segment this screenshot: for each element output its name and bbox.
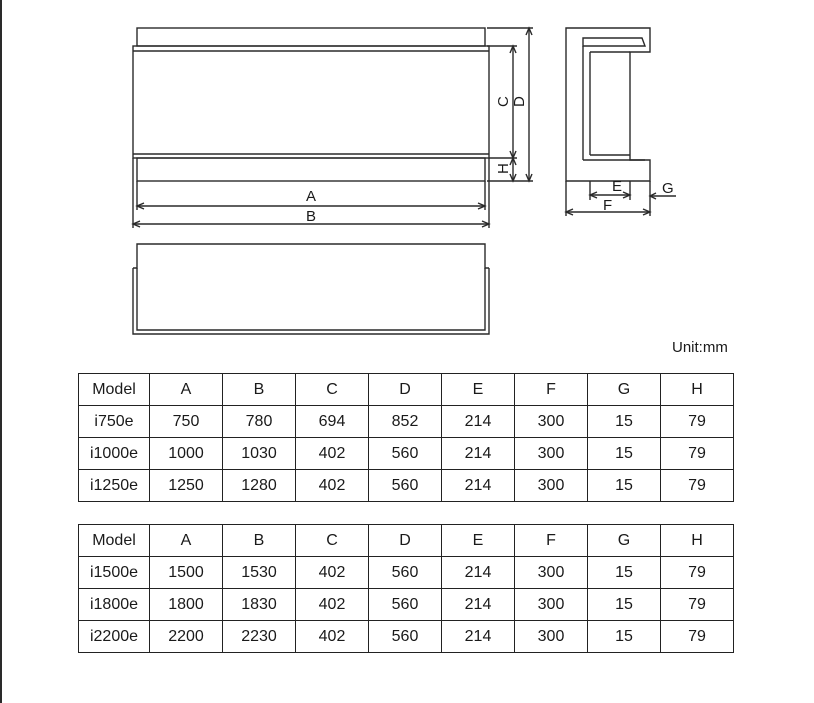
front-view bbox=[133, 28, 489, 181]
header-cell: C bbox=[296, 525, 369, 557]
table-row bbox=[79, 438, 734, 470]
header-cell: A bbox=[150, 374, 223, 406]
table-cell: 402 bbox=[296, 470, 369, 502]
dim-label-f: F bbox=[603, 197, 613, 214]
table-cell: 79 bbox=[661, 557, 734, 589]
model-cell: i1500e bbox=[79, 557, 150, 589]
table-row bbox=[79, 557, 734, 589]
table-cell: 852 bbox=[369, 406, 442, 438]
header-cell: Model bbox=[79, 374, 150, 406]
header-cell: G bbox=[588, 525, 661, 557]
table-header-row bbox=[79, 374, 734, 406]
table-cell: 560 bbox=[369, 589, 442, 621]
top-view bbox=[133, 244, 489, 334]
dim-label-g: G bbox=[662, 180, 674, 197]
table-cell: 15 bbox=[588, 589, 661, 621]
table-cell: 402 bbox=[296, 557, 369, 589]
table-cell: 300 bbox=[515, 406, 588, 438]
table-cell: 214 bbox=[442, 589, 515, 621]
table-cell: 15 bbox=[588, 438, 661, 470]
table-cell: 780 bbox=[223, 406, 296, 438]
table-cell: 1030 bbox=[223, 438, 296, 470]
dim-label-e: E bbox=[612, 178, 623, 195]
model-cell: i2200e bbox=[79, 621, 150, 653]
table-row bbox=[79, 470, 734, 502]
header-cell: A bbox=[150, 525, 223, 557]
table-cell: 1000 bbox=[150, 438, 223, 470]
table-cell: 79 bbox=[661, 438, 734, 470]
table-cell: 402 bbox=[296, 621, 369, 653]
header-cell: B bbox=[223, 525, 296, 557]
header-cell: E bbox=[442, 374, 515, 406]
header-cell: E bbox=[442, 525, 515, 557]
table-cell: 79 bbox=[661, 470, 734, 502]
table-cell: 79 bbox=[661, 589, 734, 621]
dimensions-table-1 bbox=[78, 373, 734, 502]
table-cell: 750 bbox=[150, 406, 223, 438]
table-cell: 560 bbox=[369, 470, 442, 502]
table-cell: 15 bbox=[588, 557, 661, 589]
table-cell: 2230 bbox=[223, 621, 296, 653]
table-cell: 214 bbox=[442, 557, 515, 589]
table-cell: 2200 bbox=[150, 621, 223, 653]
model-cell: i1000e bbox=[79, 438, 150, 470]
table-cell: 79 bbox=[661, 406, 734, 438]
table-cell: 79 bbox=[661, 621, 734, 653]
table-row bbox=[79, 406, 734, 438]
header-cell: G bbox=[588, 374, 661, 406]
header-cell: D bbox=[369, 525, 442, 557]
dim-label-d: D bbox=[511, 96, 528, 107]
header-cell: H bbox=[661, 525, 734, 557]
table-cell: 1530 bbox=[223, 557, 296, 589]
model-cell: i1800e bbox=[79, 589, 150, 621]
header-cell: F bbox=[515, 374, 588, 406]
table-cell: 300 bbox=[515, 470, 588, 502]
header-cell: B bbox=[223, 374, 296, 406]
dim-label-b: B bbox=[306, 208, 317, 225]
table-row bbox=[79, 589, 734, 621]
header-cell: H bbox=[661, 374, 734, 406]
unit-label: Unit:mm bbox=[672, 339, 728, 356]
table-cell: 560 bbox=[369, 438, 442, 470]
table-cell: 1250 bbox=[150, 470, 223, 502]
header-cell: D bbox=[369, 374, 442, 406]
table-cell: 1280 bbox=[223, 470, 296, 502]
table-cell: 15 bbox=[588, 406, 661, 438]
table-cell: 1500 bbox=[150, 557, 223, 589]
dim-label-h: H bbox=[495, 163, 512, 174]
table-header-row bbox=[79, 525, 734, 557]
table-cell: 300 bbox=[515, 557, 588, 589]
table-cell: 694 bbox=[296, 406, 369, 438]
table-cell: 300 bbox=[515, 621, 588, 653]
table-cell: 402 bbox=[296, 589, 369, 621]
header-cell: C bbox=[296, 374, 369, 406]
dimensions-table-2 bbox=[78, 524, 734, 653]
table-cell: 214 bbox=[442, 621, 515, 653]
table-cell: 560 bbox=[369, 621, 442, 653]
dim-label-a: A bbox=[306, 188, 317, 205]
table-cell: 1830 bbox=[223, 589, 296, 621]
table-cell: 300 bbox=[515, 438, 588, 470]
table-cell: 402 bbox=[296, 438, 369, 470]
header-cell: F bbox=[515, 525, 588, 557]
table-cell: 214 bbox=[442, 438, 515, 470]
table-cell: 15 bbox=[588, 621, 661, 653]
table-cell: 214 bbox=[442, 470, 515, 502]
model-cell: i1250e bbox=[79, 470, 150, 502]
table-cell: 300 bbox=[515, 589, 588, 621]
table-cell: 560 bbox=[369, 557, 442, 589]
table-cell: 214 bbox=[442, 406, 515, 438]
dim-label-c: C bbox=[495, 96, 512, 107]
model-cell: i750e bbox=[79, 406, 150, 438]
table-cell: 15 bbox=[588, 470, 661, 502]
header-cell: Model bbox=[79, 525, 150, 557]
table-cell: 1800 bbox=[150, 589, 223, 621]
table-row bbox=[79, 621, 734, 653]
